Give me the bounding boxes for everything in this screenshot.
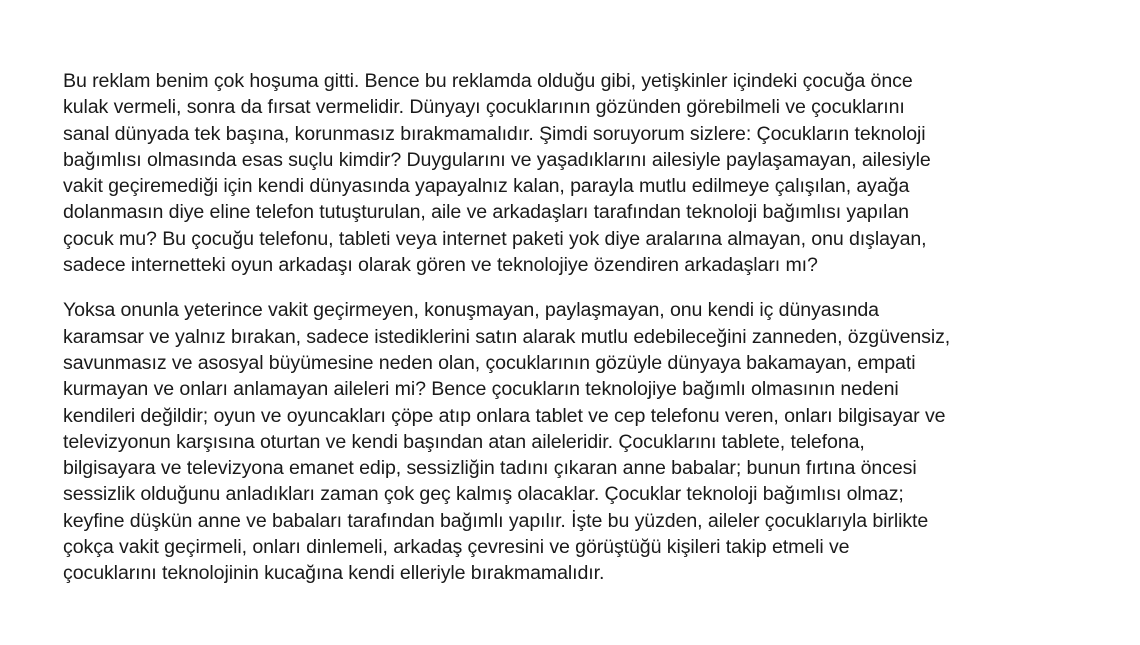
paragraph-line: sessizlik olduğunu anladıkları zaman çok geç kalmış olacaklar. Çocuklar teknoloji bağımlısı olmaz;: [63, 483, 904, 506]
paragraph-line: keyfine düşkün anne ve babaları tarafından bağımlı yapılır. İşte bu yüzden, aileler çocuklarıyla birlikte: [63, 509, 929, 532]
paragraph-line: bağımlısı olmasında esas suçlu kimdir? Duygularını ve yaşadıklarını ailesiyle paylaşamayan, ailesiyle: [63, 148, 931, 171]
paragraph-line: sadece internetteki oyun arkadaşı olarak gören ve teknolojiye özendiren arkadaşları mı?: [63, 254, 818, 277]
paragraph-line: karamsar ve yalnız bırakan, sadece istediklerini satın alarak mutlu edebileceğini zanneden, özgüvensiz,: [63, 325, 951, 348]
paragraph-line: kurmayan ve onları anlamayan aileleri mi? Bence çocukların teknolojiye bağımlı olmasının nedeni: [63, 378, 899, 401]
paragraph-line: televizyonun karşısına oturtan ve kendi başından atan aileleridir. Çocuklarını tablete, telefona,: [63, 430, 865, 453]
paragraph-line: Yoksa onunla yeterince vakit geçirmeyen, konuşmayan, paylaşmayan, onu kendi iç dünyasında: [63, 299, 879, 322]
paragraph-line: sanal dünyada tek başına, korunmasız bırakmamalıdır. Şimdi soruyorum sizlere: Çocukların teknoloji: [63, 122, 926, 145]
paragraph-line: kendileri değildir; oyun ve oyuncakları çöpe atıp onlara tablet ve cep telefonu veren, onları bilgisayar ve: [63, 404, 946, 427]
paragraph-1: [63, 68, 1123, 278]
paragraph-line: çocuklarını teknolojinin kucağına kendi elleriyle bırakmamalıdır.: [63, 562, 605, 585]
paragraph-line: vakit geçiremediği için kendi dünyasında yapayalnız kalan, parayla mutlu edilmeye çalışılan, ayağa: [63, 175, 910, 198]
paragraph-line: çocuk mu? Bu çocuğu telefonu, tableti veya internet paketi yok diye aralarına almayan, onu dışlayan,: [63, 227, 927, 250]
paragraph-2: [63, 297, 1123, 586]
document-body: [63, 68, 1123, 587]
paragraph-line: bilgisayara ve televizyona emanet edip, sessizliğin tadını çıkaran anne babalar; bunun fırtına öncesi: [63, 457, 917, 480]
paragraph-line: savunmasız ve asosyal büyümesine neden olan, çocuklarının gözüyle dünyaya bakamayan, empati: [63, 351, 916, 374]
paragraph-line: çokça vakit geçirmeli, onları dinlemeli, arkadaş çevresini ve görüştüğü kişileri takip etmeli ve: [63, 536, 850, 559]
paragraph-line: dolanmasın diye eline telefon tutuşturulan, aile ve arkadaşları tarafından teknoloji bağımlısı yapılan: [63, 201, 909, 224]
paragraph-line: kulak vermeli, sonra da fırsat vermelidir. Dünyayı çocuklarının gözünden görebilmeli ve çocuklarını: [63, 96, 905, 119]
paragraph-line: Bu reklam benim çok hoşuma gitti. Bence bu reklamda olduğu gibi, yetişkinler içindeki çocuğa önce: [63, 70, 913, 92]
